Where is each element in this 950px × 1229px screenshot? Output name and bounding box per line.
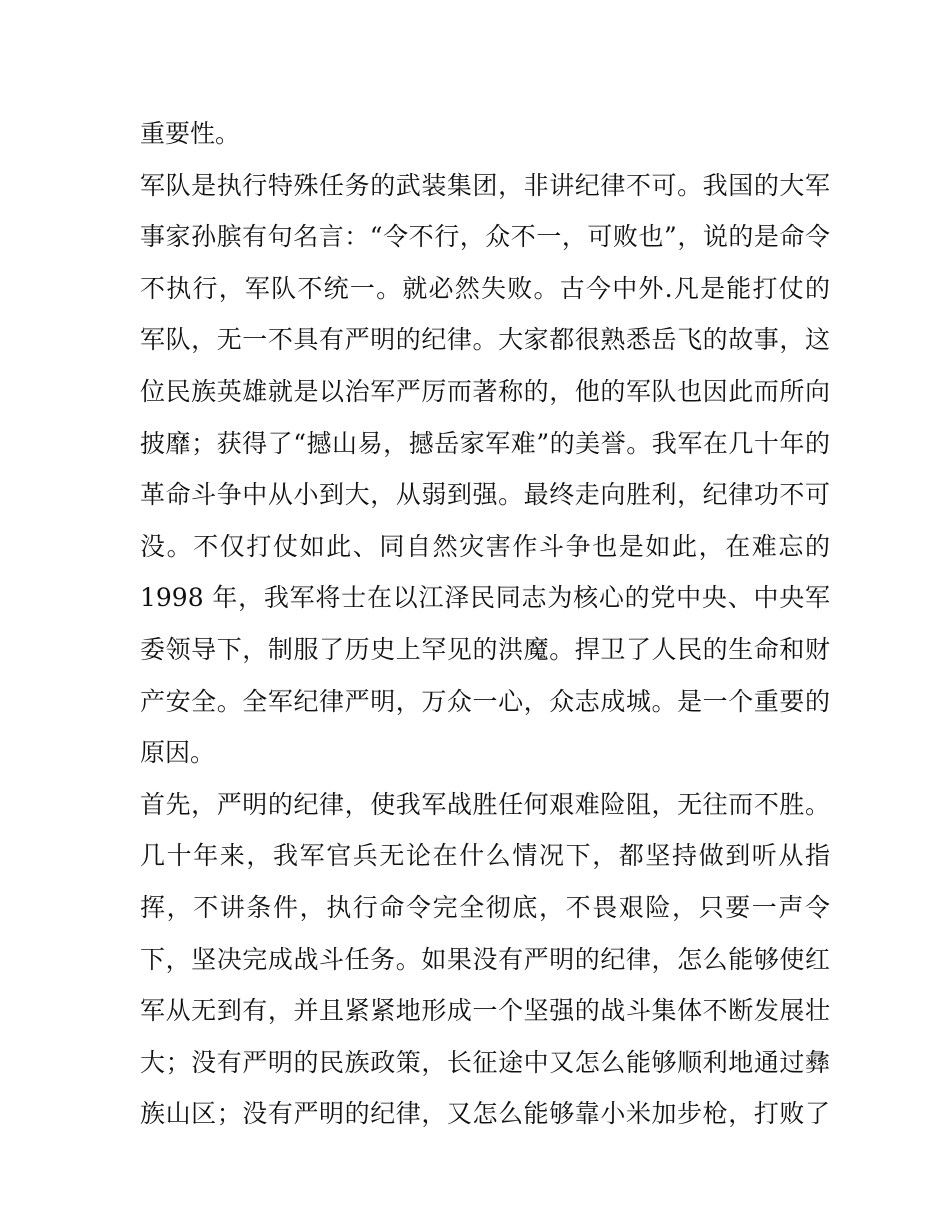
text-line: 几十年来，我军官兵无论在什么情况下，都坚持做到听从指 bbox=[140, 841, 830, 871]
text-line: 不执行，军队不统一。就必然失败。古今中外.凡是能打仗的 bbox=[140, 273, 830, 303]
text-line: 事家孙膑有句名言：“令不行，众不一，可败也”，说的是命令 bbox=[140, 222, 830, 252]
text-line: 原因。 bbox=[140, 738, 216, 768]
text-line: 1998 年，我军将士在以江泽民同志为核心的党中央、中央军 bbox=[140, 583, 830, 613]
text-line: 军从无到有，并且紧紧地形成一个坚强的战斗集体不断发展壮 bbox=[140, 996, 830, 1026]
text-line: 下，坚决完成战斗任务。如果没有严明的纪律，怎么能够使红 bbox=[140, 944, 830, 974]
text-line: 挥，不讲条件，执行命令完全彻底，不畏艰险，只要一声令 bbox=[140, 892, 830, 922]
text-line: 军队，无一不具有严明的纪律。大家都很熟悉岳飞的故事，这 bbox=[140, 325, 830, 355]
body-text bbox=[140, 108, 830, 1140]
text-line: 产安全。全军纪律严明，万众一心，众志成城。是一个重要的 bbox=[140, 686, 830, 716]
text-line: 没。不仅打仗如此、同自然灾害作斗争也是如此，在难忘的 bbox=[140, 531, 830, 561]
text-line: 首先，严明的纪律，使我军战胜任何艰难险阻，无往而不胜。 bbox=[140, 789, 830, 819]
text-line: 披靡；获得了“撼山易，撼岳家军难”的美誉。我军在几十年的 bbox=[140, 428, 830, 458]
text-line: 大；没有严明的民族政策，长征途中又怎么能够顺利地通过彝 bbox=[140, 1047, 830, 1077]
text-line: 重要性。 bbox=[140, 119, 241, 148]
text-line: 革命斗争中从小到大，从弱到强。最终走向胜利，纪律功不可 bbox=[140, 480, 830, 510]
text-line: 族山区；没有严明的纪律，又怎么能够靠小米加步枪，打败了 bbox=[140, 1099, 830, 1129]
text-line: 位民族英雄就是以治军严厉而著称的，他的军队也因此而所向 bbox=[140, 376, 830, 406]
text-line: 委领导下，制服了历史上罕见的洪魔。捍卫了人民的生命和财 bbox=[140, 634, 830, 664]
text-line: 军队是执行特殊任务的武装集团，非讲纪律不可。我国的大军 bbox=[140, 170, 830, 200]
